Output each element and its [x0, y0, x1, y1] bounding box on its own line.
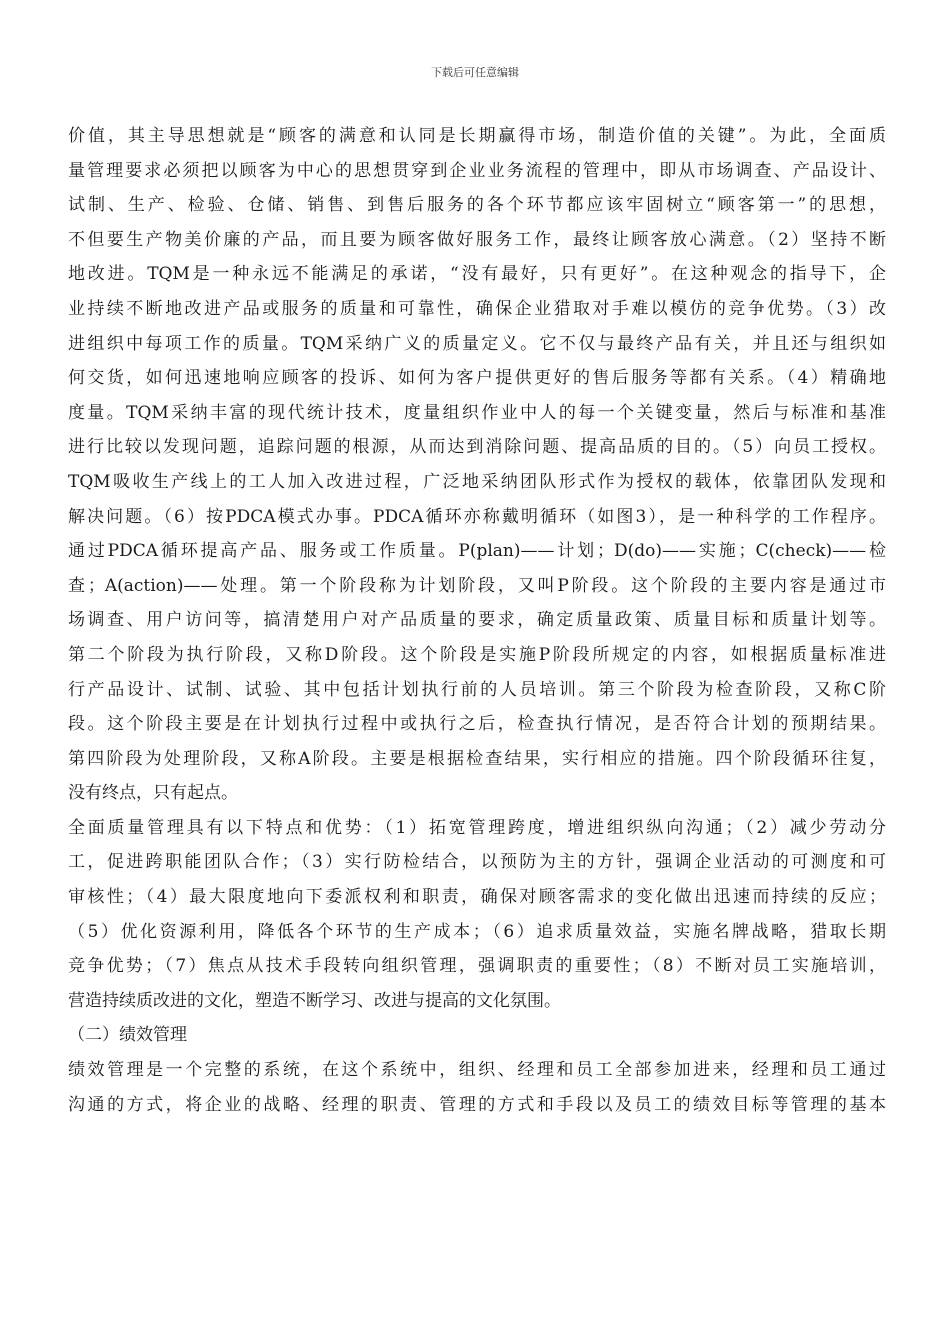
text-line: 不但要生产物美价廉的产品，而且要为顾客做好服务工作，最终让顾客放心满意。（2）坚持不断: [68, 229, 886, 250]
text-line: 第四阶段为处理阶段，又称A阶段。主要是根据检查结果，实行相应的措施。四个阶段循环往复，: [68, 748, 886, 769]
text-line: 工，促进跨职能团队合作；（3）实行防检结合，以预防为主的方针，强调企业活动的可测度和可: [68, 852, 886, 873]
text-line: 审核性；（4）最大限度地向下委派权利和职责，确保对顾客需求的变化做出迅速而持续的反应；: [68, 887, 886, 908]
text-line: 营造持续质改进的文化，塑造不断学习、改进与提高的文化氛围。: [68, 990, 561, 1011]
text-line: 进组织中每项工作的质量。TQM采纳广义的质量定义。它不仅与最终产品有关，并且还与组织如: [68, 333, 886, 354]
text-line: 何交货，如何迅速地响应顾客的投诉、如何为客户提供更好的售后服务等都有关系。（4）精确地: [68, 368, 886, 389]
text-line: 第二个阶段为执行阶段，又称D阶段。这个阶段是实施P阶段所规定的内容，如根据质量标准进: [68, 644, 886, 665]
text-line: 业持续不断地改进产品或服务的质量和可靠性，确保企业猎取对手难以模仿的竞争优势。（3）改: [68, 298, 886, 319]
text-line: 没有终点，只有起点。: [68, 783, 238, 804]
text-line: 解决问题。（6）按PDCA模式办事。PDCA循环亦称戴明循环（如图3），是一种科学的工作程序。: [68, 506, 886, 527]
text-line: 通过PDCA循环提高产品、服务或工作质量。P(plan)——计划；D(do)——实施；C(check)——检: [68, 541, 886, 562]
text-line: 度量。TQM采纳丰富的现代统计技术，度量组织作业中人的每一个关键变量，然后与标准和基准: [68, 402, 886, 423]
page-header: 下载后可任意编辑: [431, 66, 519, 79]
text-line: （二）绩效管理: [68, 1025, 187, 1046]
text-line: 沟通的方式，将企业的战略、经理的职责、管理的方式和手段以及员工的绩效目标等管理的基本: [68, 1094, 886, 1115]
text-line: 段。这个阶段主要是在计划执行过程中或执行之后，检查执行情况，是否符合计划的预期结果。: [68, 714, 886, 735]
body-text: [68, 119, 886, 1122]
text-line: 试制、生产、检验、仓储、销售、到售后服务的各个环节都应该牢固树立“顾客第一”的思想，: [68, 195, 886, 216]
text-line: 量管理要求必须把以顾客为中心的思想贯穿到企业业务流程的管理中，即从市场调查、产品设计、: [68, 160, 886, 181]
text-line: 价值，其主导思想就是“顾客的满意和认同是长期赢得市场，制造价值的关键”。为此，全面质: [68, 126, 886, 146]
text-line: 查；A(action)——处理。第一个阶段称为计划阶段，又叫P阶段。这个阶段的主要内容是通过市: [68, 575, 886, 596]
text-line: 进行比较以发现问题，追踪问题的根源，从而达到消除问题、提高品质的目的。（5）向员工授权。: [68, 437, 886, 458]
text-line: 绩效管理是一个完整的系统，在这个系统中，组织、经理和员工全部参加进来，经理和员工通过: [68, 1060, 886, 1081]
text-line: （5）优化资源利用，降低各个环节的生产成本；（6）追求质量效益，实施名牌战略，猎取长期: [68, 921, 886, 942]
text-line: 竞争优势；（7）焦点从技术手段转向组织管理，强调职责的重要性；（8）不断对员工实施培训，: [68, 956, 886, 977]
text-line: 全面质量管理具有以下特点和优势：（1）拓宽管理跨度，增进组织纵向沟通；（2）减少劳动分: [68, 817, 886, 838]
text-line: 行产品设计、试制、试验、其中包括计划执行前的人员培训。第三个阶段为检查阶段，又称C阶: [68, 679, 886, 700]
text-line: TQM吸收生产线上的工人加入改进过程，广泛地采纳团队形式作为授权的载体，依靠团队发现和: [68, 471, 886, 492]
text-line: 场调查、用户访问等，搞清楚用户对产品质量的要求，确定质量政策、质量目标和质量计划等。: [68, 610, 886, 631]
text-line: 地改进。TQM是一种永远不能满足的承诺，“没有最好，只有更好”。在这种观念的指导下，企: [68, 264, 886, 285]
